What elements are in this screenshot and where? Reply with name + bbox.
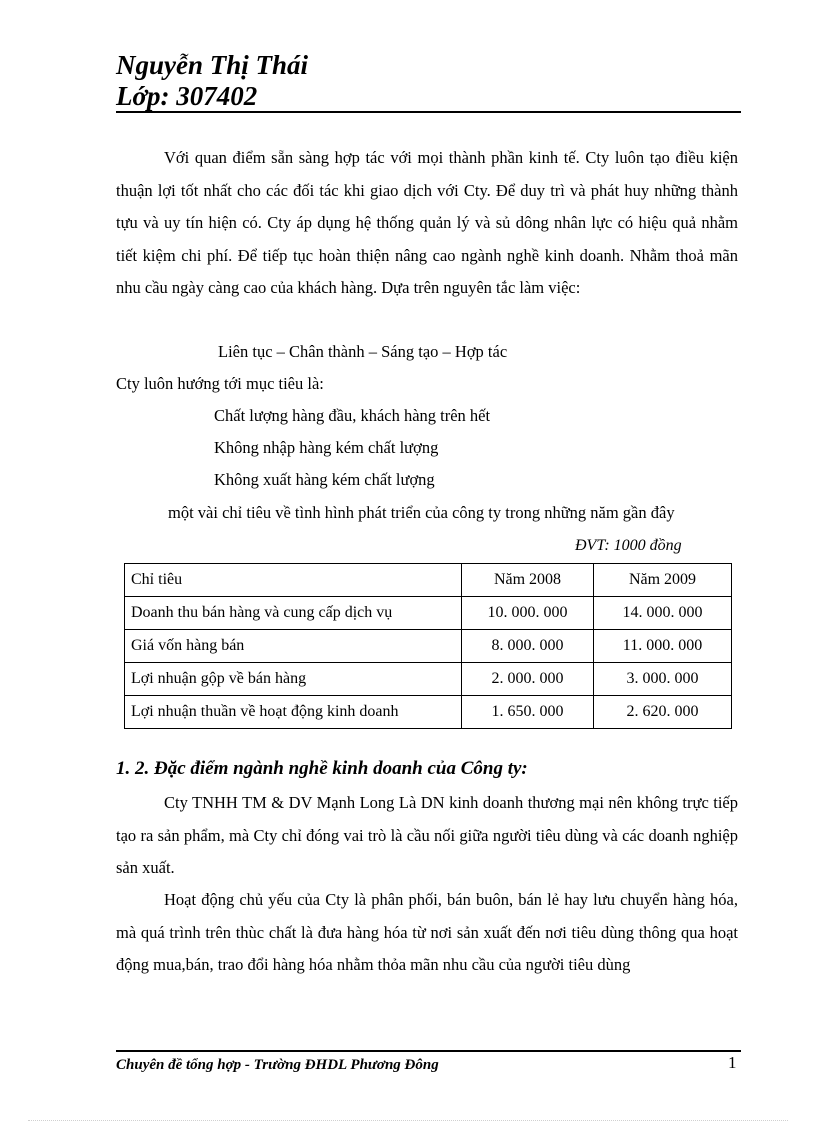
table-header-row [125,564,732,597]
footer-title: Chuyên đề tổng hợp - Trường ĐHDL Phương Đông [116,1057,439,1073]
table-cell: 14. 000. 000 [594,597,732,630]
table-cell: 8. 000. 000 [462,630,594,663]
section-paragraph: Hoạt động chủ yếu của Cty là phân phối, bán buôn, bán lẻ hay lưu chuyển hàng hóa, mà quá trình trên thùc chất là đưa hàng hóa từ nơi sản xuất đến nơi tiêu dùng thông qua hoạt động mua,bán, trao đổi hàng hóa nhằm thỏa mãn nhu cầu của người tiêu dùng [116,890,738,974]
goal-item: Không xuất hàng kém chất lượng [214,470,435,489]
table-row [125,663,732,696]
table-header-cell: Năm 2008 [462,564,594,597]
table-header-cell: Năm 2009 [594,564,732,597]
section-paragraph: Cty TNHH TM & DV Mạnh Long Là DN kinh doanh thương mại nên không trực tiếp tạo ra sản phẩm, mà Cty chỉ đóng vai trò là cầu nối giữa người tiêu dùng và các doanh nghiệp sản xuất. [116,793,738,877]
intro-paragraph: Với quan điểm sẵn sàng hợp tác với mọi thành phần kinh tế. Cty luôn tạo điều kiện thuận lợi tốt nhất cho các đối tác khi giao dịch với Cty. Để duy trì và phát huy những thành tựu và uy tín hiện có. Cty áp dụng hệ thống quản lý và sủ dông nhân lực có hiệu quả nhằm tiết kiệm chi phí. Để tiếp tục hoàn thiện nâng cao ngành nghề kinh doanh. Nhằm thoả mãn nhu cầu ngày càng cao của khách hàng. Dựa trên nguyên tắc làm việc: [116,148,738,297]
goal-item: Không nhập hàng kém chất lượng [214,438,439,457]
table-cell: Lợi nhuận gộp về bán hàng [125,663,462,696]
table-cell: 2. 000. 000 [462,663,594,696]
table-caption: một vài chỉ tiêu về tình hình phát triển của công ty trong những năm gần đây [168,503,675,522]
table-row [125,696,732,729]
table-cell: 2. 620. 000 [594,696,732,729]
table-cell: 3. 000. 000 [594,663,732,696]
table-cell: Lợi nhuận thuần về hoạt động kinh doanh [125,696,462,729]
table-row [125,630,732,663]
table-header-cell: Chỉ tiêu [125,564,462,597]
author-name: Nguyễn Thị Thái [116,50,309,80]
table-row [125,597,732,630]
header-divider [116,111,741,113]
table-cell: 11. 000. 000 [594,630,732,663]
page-number: 1 [728,1053,737,1072]
section-heading: 1. 2. Đặc điểm ngành nghề kinh doanh của Công ty: [116,758,528,779]
goal-intro: Cty luôn hướng tới mục tiêu là: [116,374,324,393]
table-cell: Doanh thu bán hàng và cung cấp dịch vụ [125,597,462,630]
goal-item: Chất lượng hàng đầu, khách hàng trên hết [214,406,491,425]
table-cell: 10. 000. 000 [462,597,594,630]
motto-line: Liên tục – Chân thành – Sáng tạo – Hợp tác [218,342,508,361]
table-cell: Giá vốn hàng bán [125,630,462,663]
table-cell: 1. 650. 000 [462,696,594,729]
page-edge [28,1120,788,1121]
indicator-table [124,563,732,729]
unit-label: ĐVT: 1000 đồng [575,537,682,554]
class-code: Lớp: 307402 [116,81,258,111]
footer-divider [116,1050,741,1052]
